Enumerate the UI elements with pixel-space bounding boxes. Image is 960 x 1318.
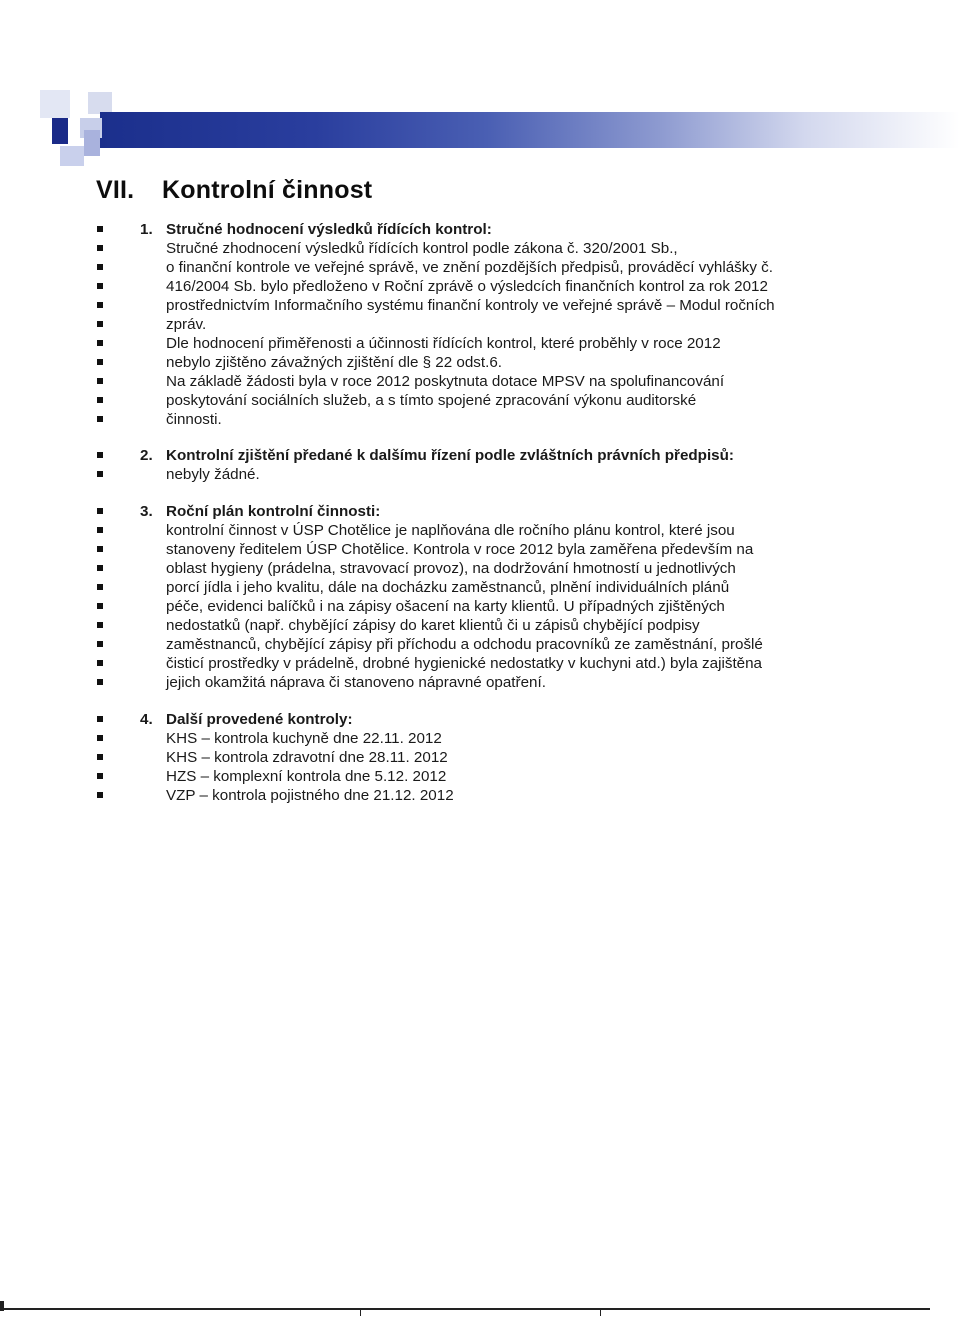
footer-tick	[600, 1308, 601, 1316]
line-text: oblast hygieny (prádelna, stravovací provoz), na dodržování hmotností u jednotlivých	[166, 560, 736, 577]
text-line	[0, 540, 960, 559]
text-line	[0, 616, 960, 635]
decor-block	[88, 92, 112, 114]
bullet-marker	[97, 773, 103, 779]
bullet-marker	[97, 226, 103, 232]
text-line	[0, 729, 960, 748]
text-line	[0, 559, 960, 578]
text-line	[0, 767, 960, 786]
line-text: VZP – kontrola pojistného dne 21.12. 2012	[166, 787, 454, 804]
decor-block	[60, 146, 84, 166]
line-text: o finanční kontrole ve veřejné správě, ve znění pozdějších předpisů, prováděcí vyhlášky č.	[166, 259, 773, 276]
decor-block	[40, 90, 70, 118]
section-title: Další provedené kontroly:	[166, 711, 353, 728]
bullet-marker	[97, 452, 103, 458]
bullet-marker	[97, 527, 103, 533]
chapter-number: VII.	[96, 176, 135, 204]
section-title-line	[0, 502, 960, 521]
bullet-marker	[97, 508, 103, 514]
line-text: stanoveny ředitelem ÚSP Chotělice. Kontrola v roce 2012 byla zaměřena především na	[166, 541, 754, 558]
bullet-marker	[97, 471, 103, 477]
decor-block	[52, 118, 68, 144]
bullet-marker	[97, 622, 103, 628]
bullet-marker	[97, 340, 103, 346]
line-text: péče, evidenci balíčků i na zápisy ošacení na karty klientů. U případných zjištěných	[166, 598, 725, 615]
bullet-marker	[97, 397, 103, 403]
chapter-heading	[96, 176, 372, 205]
section-number: 1.	[140, 221, 153, 238]
text-line	[0, 391, 960, 410]
chapter-title: Kontrolní činnost	[162, 176, 373, 204]
section-number: 3.	[140, 503, 153, 520]
line-text: zpráv.	[166, 316, 207, 333]
text-line	[0, 239, 960, 258]
text-line	[0, 786, 960, 805]
section-title: Stručné hodnocení výsledků řídících kontrol:	[166, 221, 492, 238]
section-number: 4.	[140, 711, 153, 728]
bullet-marker	[97, 641, 103, 647]
line-text: Stručné zhodnocení výsledků řídících kontrol podle zákona č. 320/2001 Sb.,	[166, 240, 678, 257]
bullet-marker	[97, 792, 103, 798]
line-text: zaměstnanců, chybějící zápisy při příchodu a odchodu pracovníků ze zaměstnání, prošlé	[166, 636, 763, 653]
bullet-marker	[97, 546, 103, 552]
text-line	[0, 372, 960, 391]
bullet-marker	[97, 679, 103, 685]
line-text: Dle hodnocení přiměřenosti a účinnosti řídících kontrol, které proběhly v roce 2012	[166, 335, 721, 352]
section-title-line	[0, 446, 960, 465]
text-line	[0, 410, 960, 429]
text-line	[0, 654, 960, 673]
section-title-line	[0, 220, 960, 239]
header-gradient-bar	[100, 112, 960, 148]
bullet-marker	[97, 359, 103, 365]
bullet-marker	[97, 245, 103, 251]
line-text: jejich okamžitá náprava či stanoveno nápravné opatření.	[166, 674, 546, 691]
text-line	[0, 635, 960, 654]
section-title: Kontrolní zjištění předané k dalšímu řízení podle zvláštních právních předpisů:	[166, 447, 734, 464]
bullet-marker	[97, 716, 103, 722]
bullet-marker	[97, 754, 103, 760]
text-line	[0, 315, 960, 334]
line-text: poskytování sociálních služeb, a s tímto spojené zpracování výkonu auditorské	[166, 392, 697, 409]
text-line	[0, 597, 960, 616]
line-text: 416/2004 Sb. bylo předloženo v Roční zprávě o výsledcích finančních kontrol za rok 2012	[166, 278, 768, 295]
text-line	[0, 296, 960, 315]
footer-rule	[0, 1308, 930, 1310]
bullet-marker	[97, 584, 103, 590]
text-line	[0, 748, 960, 767]
line-text: kontrolní činnost v ÚSP Chotělice je naplňována dle ročního plánu kontrol, které jsou	[166, 522, 735, 539]
line-text: porcí jídla i jeho kvalitu, dále na docházku zaměstnanců, plnění individuálních plánů	[166, 579, 730, 596]
line-text: nedostatků (např. chybějící zápisy do karet klientů či u zápisů chybějící podpisy	[166, 617, 700, 634]
text-line	[0, 521, 960, 540]
line-text: KHS – kontrola kuchyně dne 22.11. 2012	[166, 730, 442, 747]
bullet-marker	[97, 660, 103, 666]
line-text: činnosti.	[166, 411, 222, 428]
bullet-marker	[97, 378, 103, 384]
text-line	[0, 673, 960, 692]
text-line	[0, 334, 960, 353]
line-text: Na základě žádosti byla v roce 2012 poskytnuta dotace MPSV na spolufinancování	[166, 373, 725, 390]
line-text: KHS – kontrola zdravotní dne 28.11. 2012	[166, 749, 448, 766]
text-line	[0, 353, 960, 372]
bullet-marker	[97, 321, 103, 327]
line-text: HZS – komplexní kontrola dne 5.12. 2012	[166, 768, 447, 785]
bullet-marker	[97, 603, 103, 609]
bullet-marker	[97, 416, 103, 422]
bullet-marker	[97, 283, 103, 289]
line-text: čisticí prostředky v prádelně, drobné hygienické nedostatky v kuchyni atd.) byla zajištěna	[166, 655, 762, 672]
header-banner	[0, 0, 960, 180]
text-line	[0, 258, 960, 277]
line-text: nebyly žádné.	[166, 466, 260, 483]
bullet-marker	[97, 302, 103, 308]
text-line	[0, 578, 960, 597]
text-line	[0, 465, 960, 484]
section-title-line	[0, 710, 960, 729]
text-line	[0, 277, 960, 296]
section-number: 2.	[140, 447, 153, 464]
section-title: Roční plán kontrolní činnosti:	[166, 503, 381, 520]
line-text: nebylo zjištěno závažných zjištění dle § 22 odst.6.	[166, 354, 503, 371]
decor-block	[84, 130, 100, 156]
bullet-marker	[97, 264, 103, 270]
bullet-marker	[97, 565, 103, 571]
line-text: prostřednictvím Informačního systému finanční kontroly ve veřejné správě – Modul ročních	[166, 297, 775, 314]
footer-tick	[360, 1308, 361, 1316]
bullet-marker	[97, 735, 103, 741]
